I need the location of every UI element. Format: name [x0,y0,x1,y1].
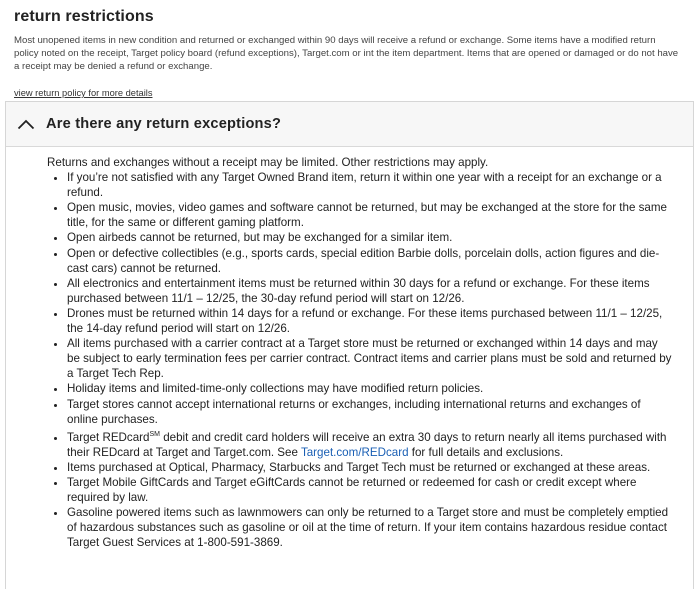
return-exceptions-accordion [5,101,694,589]
list-item: • All electronics and entertainment items must be returned within 30 days for a refund or exchange. For these items purchased between 11/1 – 12/25, the 30-day refund period will start on 12/26. [67,276,673,306]
list-item: • Holiday items and limited-time-only collections may have modified return policies. [67,381,673,396]
redcard-card-word: card [126,430,150,444]
accordion-content [6,147,693,550]
list-item: • Items purchased at Optical, Pharmacy, Starbucks and Target Tech must be returned or exchanged at these areas. [67,460,673,475]
view-policy-link[interactable]: view return policy for more details [14,88,153,98]
return-restrictions-section [0,0,700,101]
redcard-text-after: for full details and exclusions. [408,445,564,459]
intro-text: Most unopened items in new condition and returned or exchanged within 90 days will receive a refund or exchange. Some items have a modified return policy noted on the receipt, Target policy board (refund exceptions), Target.com or int the item department. Items that are opened or damaged or do not have a receipt may be denied a refund or exchange. [14,35,679,72]
accordion-title: Are there any return exceptions? [46,116,282,132]
list-item-redcard [67,427,673,460]
list-item: • Target stores cannot accept international returns or exchanges, including international returns and exchanges of online purchases. [67,397,673,427]
redcard-text-before: Target RED [67,430,127,444]
exceptions-list [47,170,673,550]
list-item: • All items purchased with a carrier contract at a Target store must be returned or exchanged within 14 days and may be subject to early termination fees per carrier contract. Contract items and carrier plans must be sold and returned by a Target Tech Rep. [67,336,673,381]
accordion-lead-text: Returns and exchanges without a receipt may be limited. Other restrictions may apply. [47,156,489,169]
service-mark: SM [149,430,160,438]
accordion-header-toggle[interactable] [6,102,693,147]
redcard-text-middle: debit and credit card holders will receive an extra 30 days to return nearly all items purchased with their REDcard at Target and Target.com. See [67,430,667,459]
list-item: • Open or defective collectibles (e.g., sports cards, special edition Barbie dolls, porcelain dolls, action figures and die-cast cars) cannot be returned. [67,246,673,276]
redcard-link[interactable]: Target.com/REDcard [300,445,409,459]
list-item: • If you’re not satisfied with any Target Owned Brand item, return it within one year with a receipt for an exchange or a refund. [67,170,673,200]
list-item: • Gasoline powered items such as lawnmowers can only be returned to a Target store and must be completely emptied of hazardous substances such as gasoline or oil at the time of return. If your item contains hazardous residue contact Target Guest Services at 1-800-591-3869. [67,505,673,550]
page-title: return restrictions [14,8,154,25]
list-item: • Drones must be returned within 14 days for a refund or exchange. For these items purchased between 11/1 – 12/25, the 14-day refund period will start on 12/26. [67,306,673,336]
list-item: • Open airbeds cannot be returned, but may be exchanged for a similar item. [67,230,673,245]
chevron-up-icon[interactable] [6,119,46,130]
list-item: • Target Mobile GiftCards and Target eGiftCards cannot be returned or redeemed for cash or credit except where required by law. [67,475,673,505]
list-item: • Open music, movies, video games and software cannot be returned, but may be exchanged at the store for the same title, for the same or different gaming platform. [67,200,673,230]
